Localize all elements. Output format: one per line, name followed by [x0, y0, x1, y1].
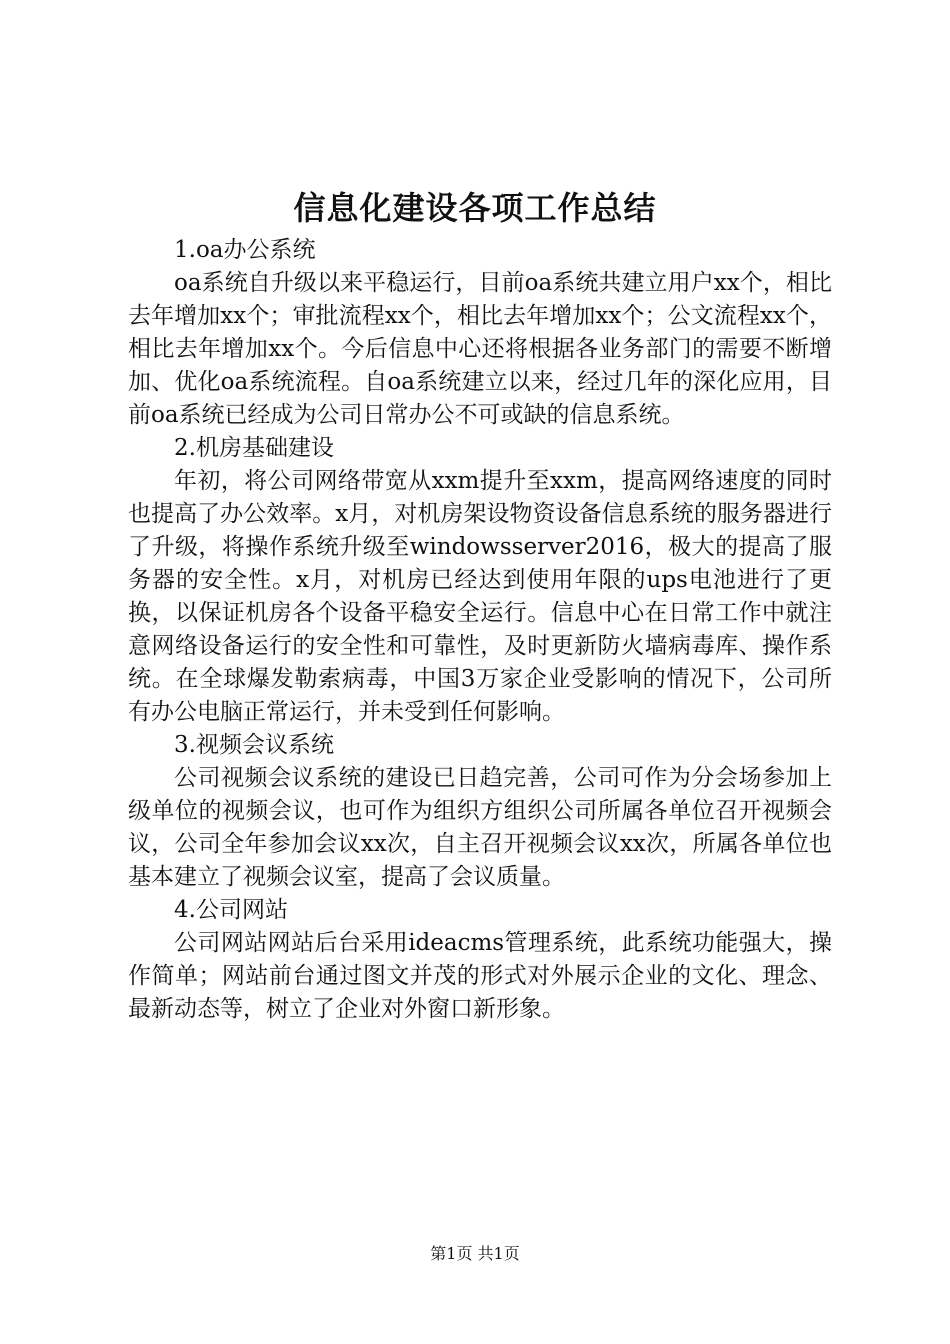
document-body	[128, 234, 832, 1026]
section-heading-server-room: 2.机房基础建设	[174, 435, 334, 461]
section-text-website: 公司网站网站后台采用ideacms管理系统，此系统功能强大，操作简单；网站前台通过图文并茂的形式对外展示企业的文化、理念、最新动态等，树立了企业对外窗口新形象。	[128, 930, 832, 1022]
page-number-footer: 第1页 共1页	[430, 1244, 520, 1263]
section-heading-video-conference: 3.视频会议系统	[174, 732, 334, 758]
document-title: 信息化建设各项工作总结	[293, 189, 657, 227]
section-text-video-conference: 公司视频会议系统的建设已日趋完善，公司可作为分会场参加上级单位的视频会议，也可作为组织方组织公司所属各单位召开视频会议，公司全年参加会议xx次，自主召开视频会议xx次，所属各单位也基本建立了视频会议室，提高了会议质量。	[128, 765, 832, 890]
section-text-server-room: 年初，将公司网络带宽从xxm提升至xxm，提高网络速度的同时也提高了办公效率。x月，对机房架设物资设备信息系统的服务器进行了升级，将操作系统升级至windowsserver2016，极大的提高了服务器的安全性。x月，对机房已经达到使用年限的ups电池进行了更换，以保证机房各个设备平稳安全运行。信息中心在日常工作中就注意网络设备运行的安全性和可靠性，及时更新防火墙病毒库、操作系统。在全球爆发勒索病毒，中国3万家企业受影响的情况下，公司所有办公电脑正常运行，并未受到任何影响。	[128, 468, 832, 725]
section-heading-website: 4.公司网站	[174, 897, 288, 923]
section-heading-oa: 1.oa办公系统	[174, 237, 316, 263]
section-text-oa: oa系统自升级以来平稳运行，目前oa系统共建立用户xx个，相比去年增加xx个；审批流程xx个，相比去年增加xx个；公文流程xx个，相比去年增加xx个。今后信息中心还将根据各业务部门的需要不断增加、优化oa系统流程。自oa系统建立以来，经过几年的深化应用，目前oa系统已经成为公司日常办公不可或缺的信息系统。	[128, 270, 832, 428]
